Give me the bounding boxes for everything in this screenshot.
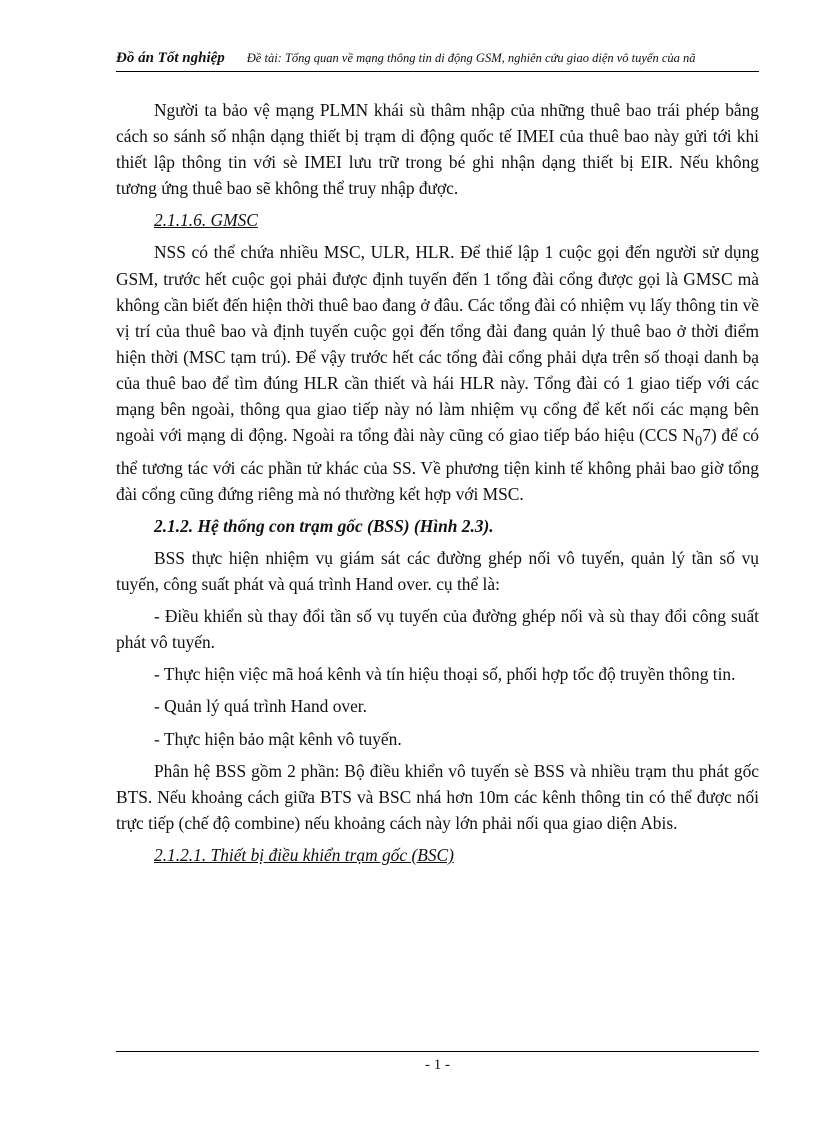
footer-divider (116, 1051, 759, 1052)
paragraph-bss-intro: BSS thực hiện nhiệm vụ giám sát các đường ghép nối vô tuyến, quản lý tần số vụ tuyến, công suất phát và quá trình Hand over. cụ thể là: (116, 547, 759, 595)
page-number: - 1 - (425, 1057, 450, 1073)
bullet-security: - Thực hiện bảo mật kênh vô tuyến. (154, 728, 402, 749)
paragraph-gmsc-part1: NSS có thể chứa nhiều MSC, ULR, HLR. Để thiế lập 1 cuộc gọi đến người sử dụng GSM, trước hết cuộc gọi phải được định tuyến đến 1 tổng đài cổng được gọi là GMSC mà không cần biết đến hiện thời thuê bao đang ở đâu. Các tổng đài có nhiệm vụ lấy thông tin về vị trí của thuê bao và định tuyến cuộc gọi đến tổng đài đang quản lý thuê bao ở thời điểm hiện thời (MSC tạm trú). Để vậy trước hết các tổng đài cổng phải dựa trên số thoại danh bạ của thuê bao để tìm đúng HLR cần thiết và hái HLR này. Tổng đài có 1 giao tiếp với các mạng bên ngoài, thông qua giao tiếp này nó làm nhiệm vụ cổng để kết nối các mạng bên ngoài với mạng di động. Ngoài ra tổng đài này cũng có giao tiếp báo hiệu (CCS N (116, 242, 759, 446)
heading-bsc-text: 2.1.2.1. Thiết bị điều khiển trạm gốc (BSC) (154, 844, 454, 865)
header-topic: Đề tài: Tổng quan về mạng thông tin di động GSM, nghiên cứu giao diện vô tuyến của nã (246, 51, 696, 65)
heading-bss-text: 2.1.2. Hệ thống con trạm gốc (BSS) (Hình 2.3). (154, 515, 494, 536)
bullet-channel-coding: - Thực hiện việc mã hoá kênh và tín hiệu thoại số, phối hợp tốc độ truyền thông tin. (154, 664, 736, 685)
paragraph-gmsc (116, 239, 759, 506)
paragraph-imei: Người ta bảo vệ mạng PLMN khái sù thâm nhập của những thuê bao trái phép bằng cách so sánh số nhận dạng thiết bị trạm di động quốc tế IMEI của thuê bao này gửi tới khi thiết lập thông tin với sè IMEI lưu trữ trong bé ghi nhận dạng thiết bị EIR. Nếu không tương ứng thuê bao sẽ không thể truy nhập được. (116, 100, 759, 199)
paragraph-bss-parts: Phân hệ BSS gồm 2 phần: Bộ điều khiển vô tuyến sè BSS và nhiều trạm thu phát gốc BTS. Nếu khoảng cách giữa BTS và BSC nhá hơn 10m các kênh thông tin có thể được nối trực tiếp (chế độ combine) nếu khoảng cách này lớn phải nối qua giao diện Abis. (116, 760, 759, 833)
section-heading-bss (116, 513, 759, 539)
paragraph-gmsc-part2: 7) để có thể tương tác với các phần tử khác của SS. Về phương tiện kinh tế không phải bao giờ tổng đài cổng cũng đứng riêng mà nó thường kết hợp với MSC. (116, 425, 759, 504)
header-divider (116, 71, 759, 72)
bullet-handover: - Quản lý quá trình Hand over. (154, 696, 367, 717)
section-heading-gmsc (116, 207, 759, 233)
bullet-frequency-control: - Điều khiển sù thay đổi tần số vụ tuyến của đường ghép nối và sù thay đổi công suất phát vô tuyến. (116, 606, 759, 653)
page-body (116, 97, 759, 874)
heading-gmsc-text: 2.1.1.6. GMSC (154, 210, 258, 231)
section-heading-bsc (116, 842, 759, 868)
page-header (116, 50, 759, 67)
subscript-zero: 0 (694, 433, 703, 450)
header-thesis-label: Đồ án Tốt nghiệp (116, 50, 225, 66)
